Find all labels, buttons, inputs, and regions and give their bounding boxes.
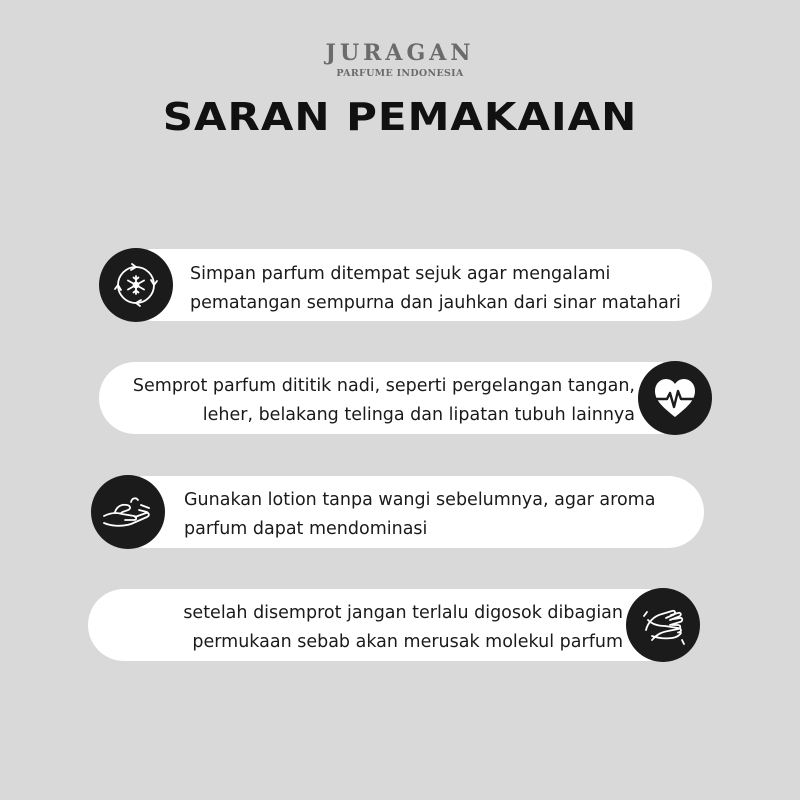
tip-line: parfum dapat mendominasi	[184, 519, 428, 539]
tip-badge-3	[91, 475, 165, 549]
tip-badge-4	[626, 588, 700, 662]
lotion-hand-icon	[101, 492, 155, 532]
page-title: SARAN PEMAKAIAN	[162, 93, 638, 140]
tip-badge-1	[99, 248, 173, 322]
tip-text-4	[183, 599, 623, 657]
heart-pulse-icon	[650, 373, 700, 423]
tip-line: Semprot parfum dititik nadi, seperti pergelangan tangan,	[132, 376, 635, 396]
cooling-snowflake-icon	[111, 260, 161, 310]
tip-line: leher, belakang telinga dan lipatan tubuh lainnya	[202, 405, 635, 425]
tip-badge-2	[638, 361, 712, 435]
tip-line: setelah disemprot jangan terlalu digosok dibagian	[183, 603, 623, 623]
tip-line: pematangan sempurna dan jauhkan dari sinar matahari	[190, 293, 681, 313]
tip-line: Gunakan lotion tanpa wangi sebelumnya, agar aroma	[184, 490, 656, 510]
rubbing-hands-icon	[638, 600, 688, 650]
tip-line: permukaan sebab akan merusak molekul parfum	[192, 632, 623, 652]
tip-text-2	[133, 372, 635, 430]
tip-text-3	[184, 486, 655, 544]
tip-line: Simpan parfum ditempat sejuk agar mengalami	[190, 264, 611, 284]
brand-subtitle: PARFUME INDONESIA	[336, 68, 464, 79]
tip-text-1	[190, 260, 681, 318]
brand-name: JURAGAN	[325, 40, 475, 66]
